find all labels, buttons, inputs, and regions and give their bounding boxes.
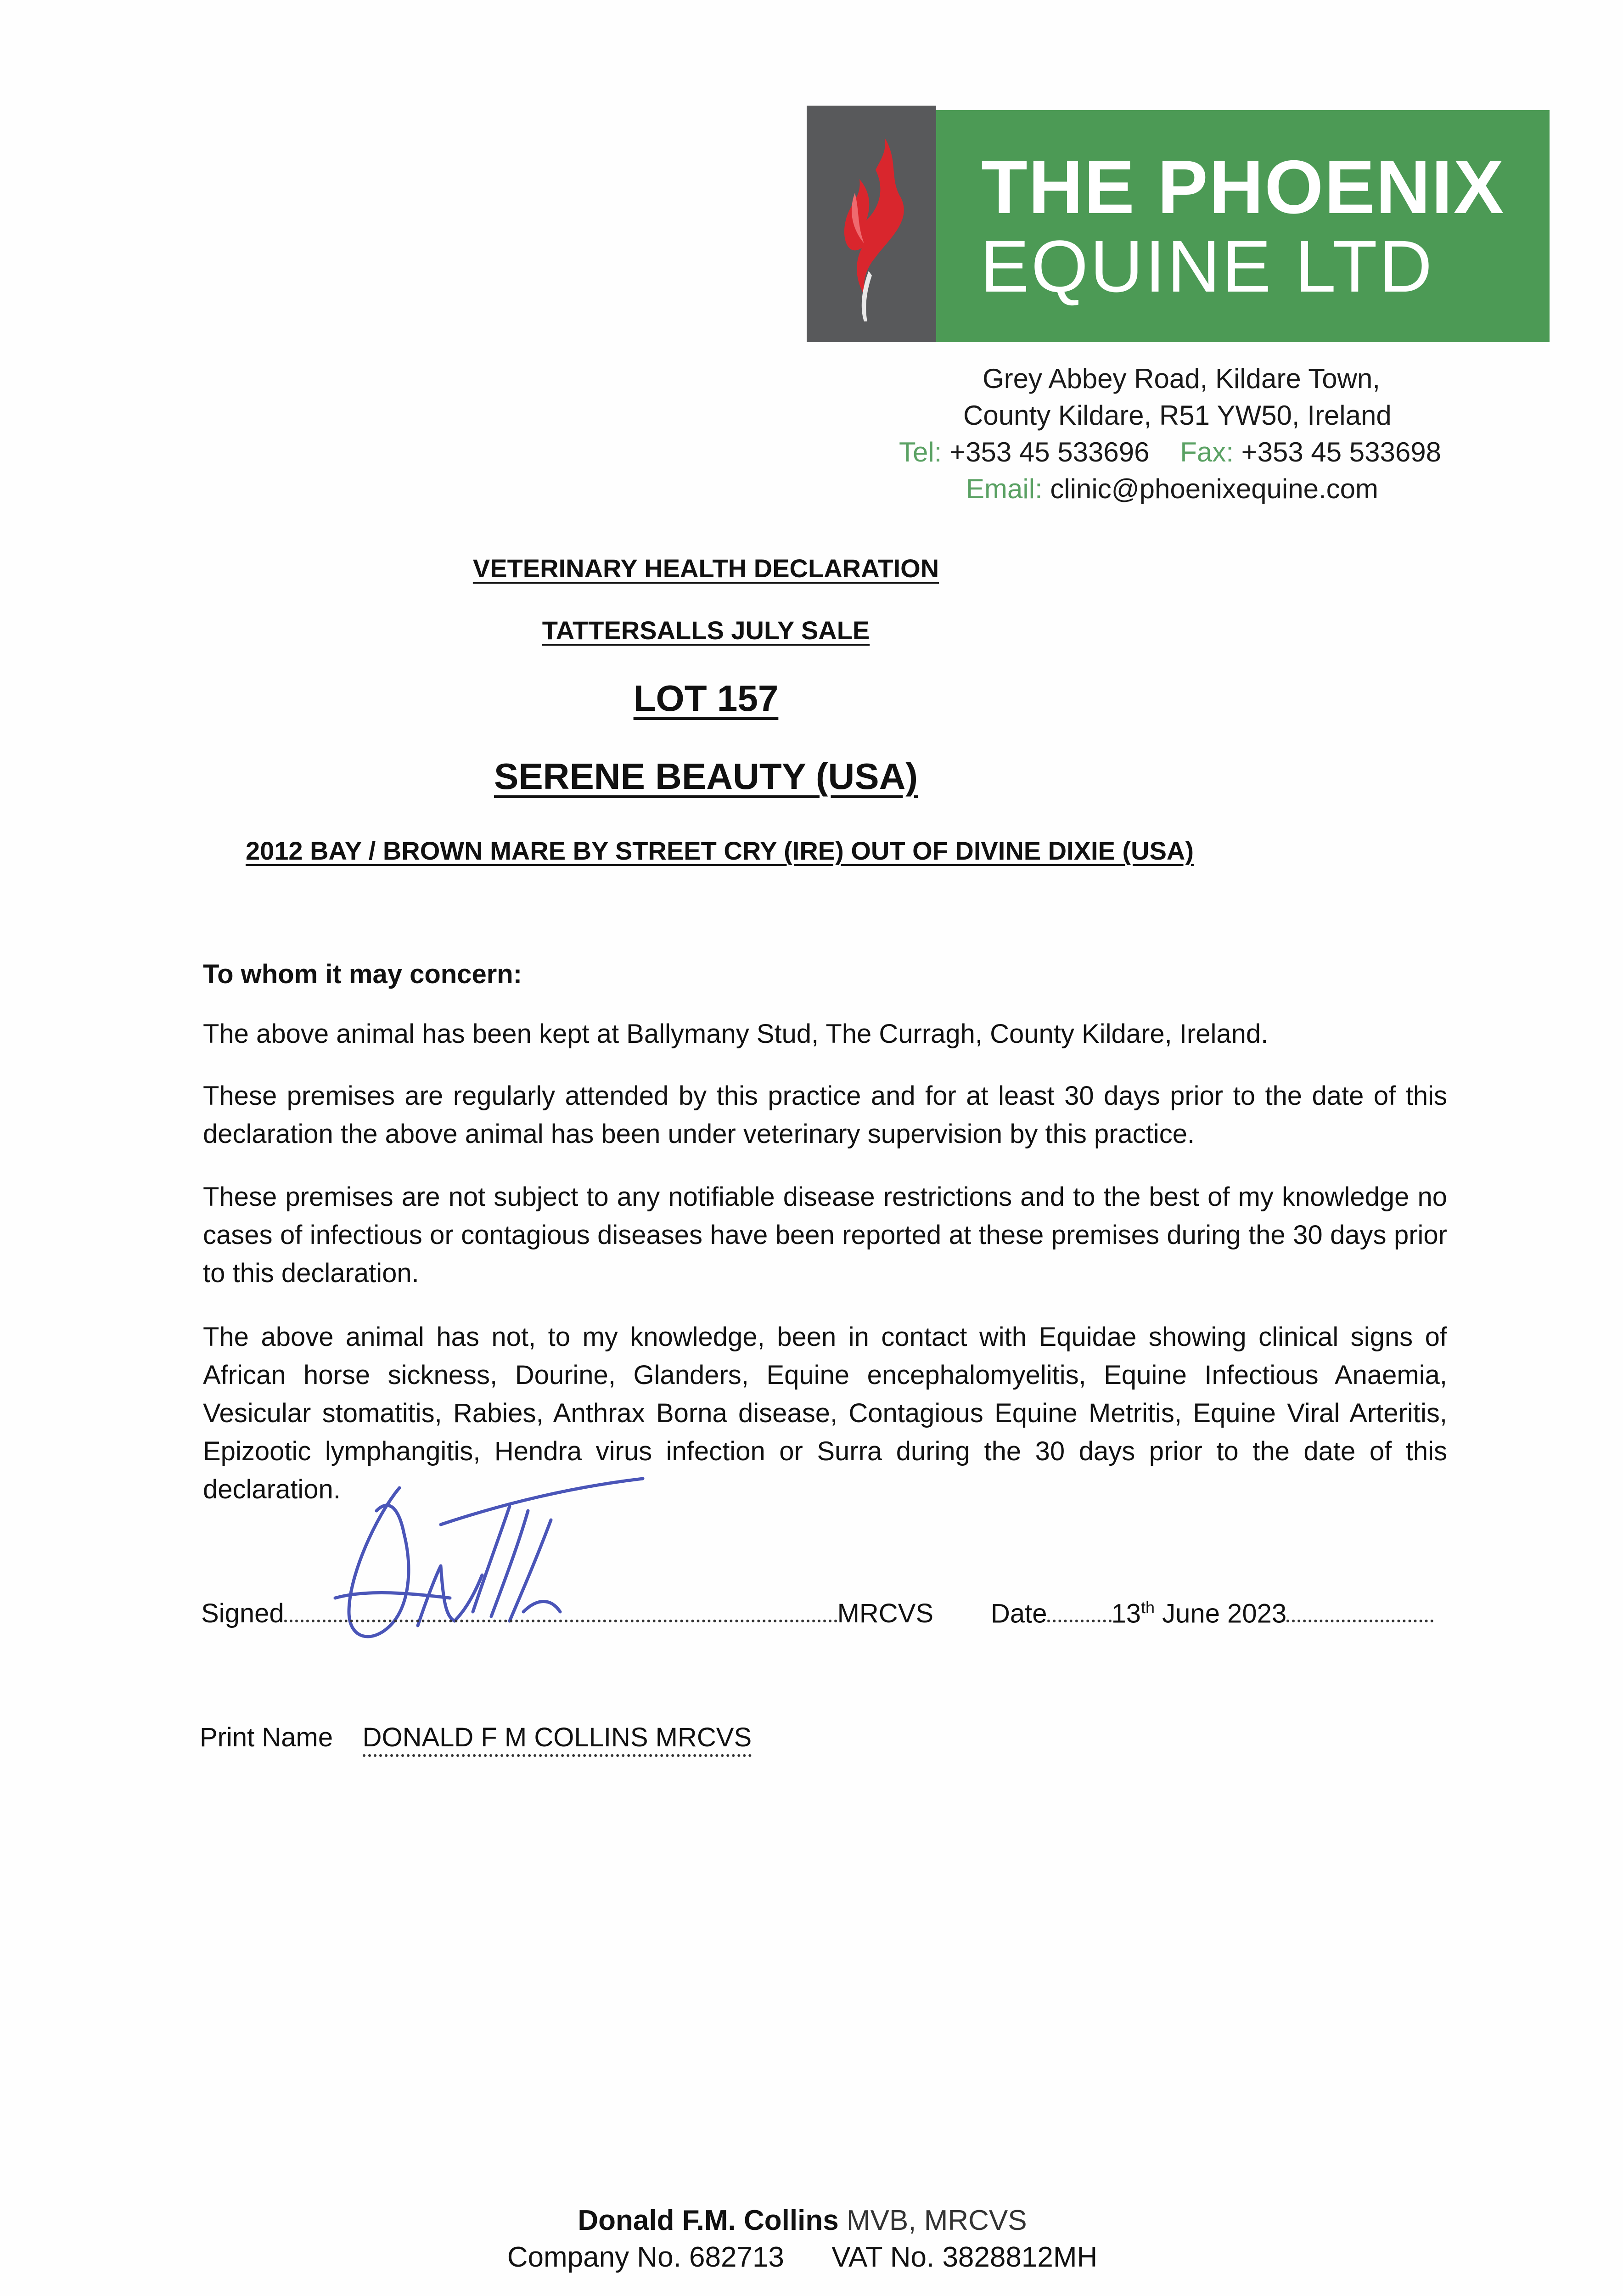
print-name-row xyxy=(200,1722,752,1753)
print-name-value: DONALD F M COLLINS MRCVS xyxy=(363,1722,752,1757)
address-line2: County Kildare, R51 YW50, Ireland xyxy=(963,400,1392,431)
footer-company-no: Company No. 682713 xyxy=(507,2241,784,2273)
paragraph-4: The above animal has not, to my knowledge, been in contact with Equidae showing clinical signs of African horse sickness, Dourine, Glanders, Equine encephalomyelitis, Equine Infectious Anaemia, Vesicular stomatitis, Rabies, Anthrax Borna disease, Contagious Equine Metritis, Equine Viral Arteritis, Epizootic lymphangitis, Hendra virus infection or Surra during the 30 days prior to the date of this declaration. xyxy=(203,1322,1447,1504)
footer-registration-line xyxy=(0,2241,1614,2273)
footer-vat-no: VAT No. 3828812MH xyxy=(831,2241,1098,2273)
paragraph-1: The above animal has been kept at Ballymany Stud, The Curragh, County Kildare, Ireland. xyxy=(203,1019,1269,1049)
date-rest: June 2023 xyxy=(1155,1598,1287,1629)
signed-row xyxy=(201,1598,933,1629)
paragraph-3: These premises are not subject to any notifiable disease restrictions and to the best of my knowledge no cases of infectious or contagious diseases have been reported at these premises during the 30 days prior to this declaration. xyxy=(203,1182,1447,1288)
horse-name-heading: SERENE BEAUTY (USA) xyxy=(494,756,918,797)
tel-value: +353 45 533696 xyxy=(949,437,1150,467)
contact-email-line xyxy=(966,473,1378,505)
logo-dark-panel xyxy=(807,106,936,342)
salutation: To whom it may concern: xyxy=(203,959,522,989)
date-ordinal: th xyxy=(1141,1598,1155,1617)
paragraph-2: These premises are regularly attended by this practice and for at least 30 days prior to the date of this declaration the above animal has been under veterinary supervision by this practice. xyxy=(203,1081,1447,1149)
footer-name: Donald F.M. Collins xyxy=(578,2205,839,2236)
date-label: Date xyxy=(991,1598,1047,1629)
print-name-label: Print Name xyxy=(200,1722,333,1752)
fax-label: Fax: xyxy=(1180,437,1234,467)
footer-name-line xyxy=(0,2204,1614,2237)
date-dotted-line-right xyxy=(1286,1618,1433,1622)
sale-heading: TATTERSALLS JULY SALE xyxy=(542,616,870,645)
pedigree-heading: 2012 BAY / BROWN MARE BY STREET CRY (IRE) OUT OF DIVINE DIXIE (USA) xyxy=(245,836,1194,865)
logo-title-line2: EQUINE LTD xyxy=(980,225,1434,307)
logo-title-line1: THE PHOENIX xyxy=(981,145,1505,229)
phoenix-flame-icon xyxy=(820,119,926,331)
date-day: 13 xyxy=(1111,1598,1141,1629)
email-value[interactable]: clinic@phoenixequine.com xyxy=(1050,473,1379,504)
signed-label: Signed xyxy=(201,1598,284,1628)
address-line1: Grey Abbey Road, Kildare Town, xyxy=(983,363,1381,394)
fax-value: +353 45 533698 xyxy=(1241,437,1442,467)
signed-suffix: MRCVS xyxy=(837,1598,934,1628)
declaration-heading: VETERINARY HEALTH DECLARATION xyxy=(472,554,939,583)
email-label: Email: xyxy=(966,473,1043,504)
tel-label: Tel: xyxy=(899,437,942,467)
company-logo xyxy=(807,106,1550,342)
date-dotted-line-left xyxy=(1047,1618,1112,1622)
date-row xyxy=(991,1598,1433,1629)
contact-phone-line xyxy=(899,436,1441,468)
footer-qualifications: MVB, MRCVS xyxy=(846,2205,1027,2236)
lot-heading: LOT 157 xyxy=(633,678,779,719)
signature-dotted-line xyxy=(284,1618,837,1622)
